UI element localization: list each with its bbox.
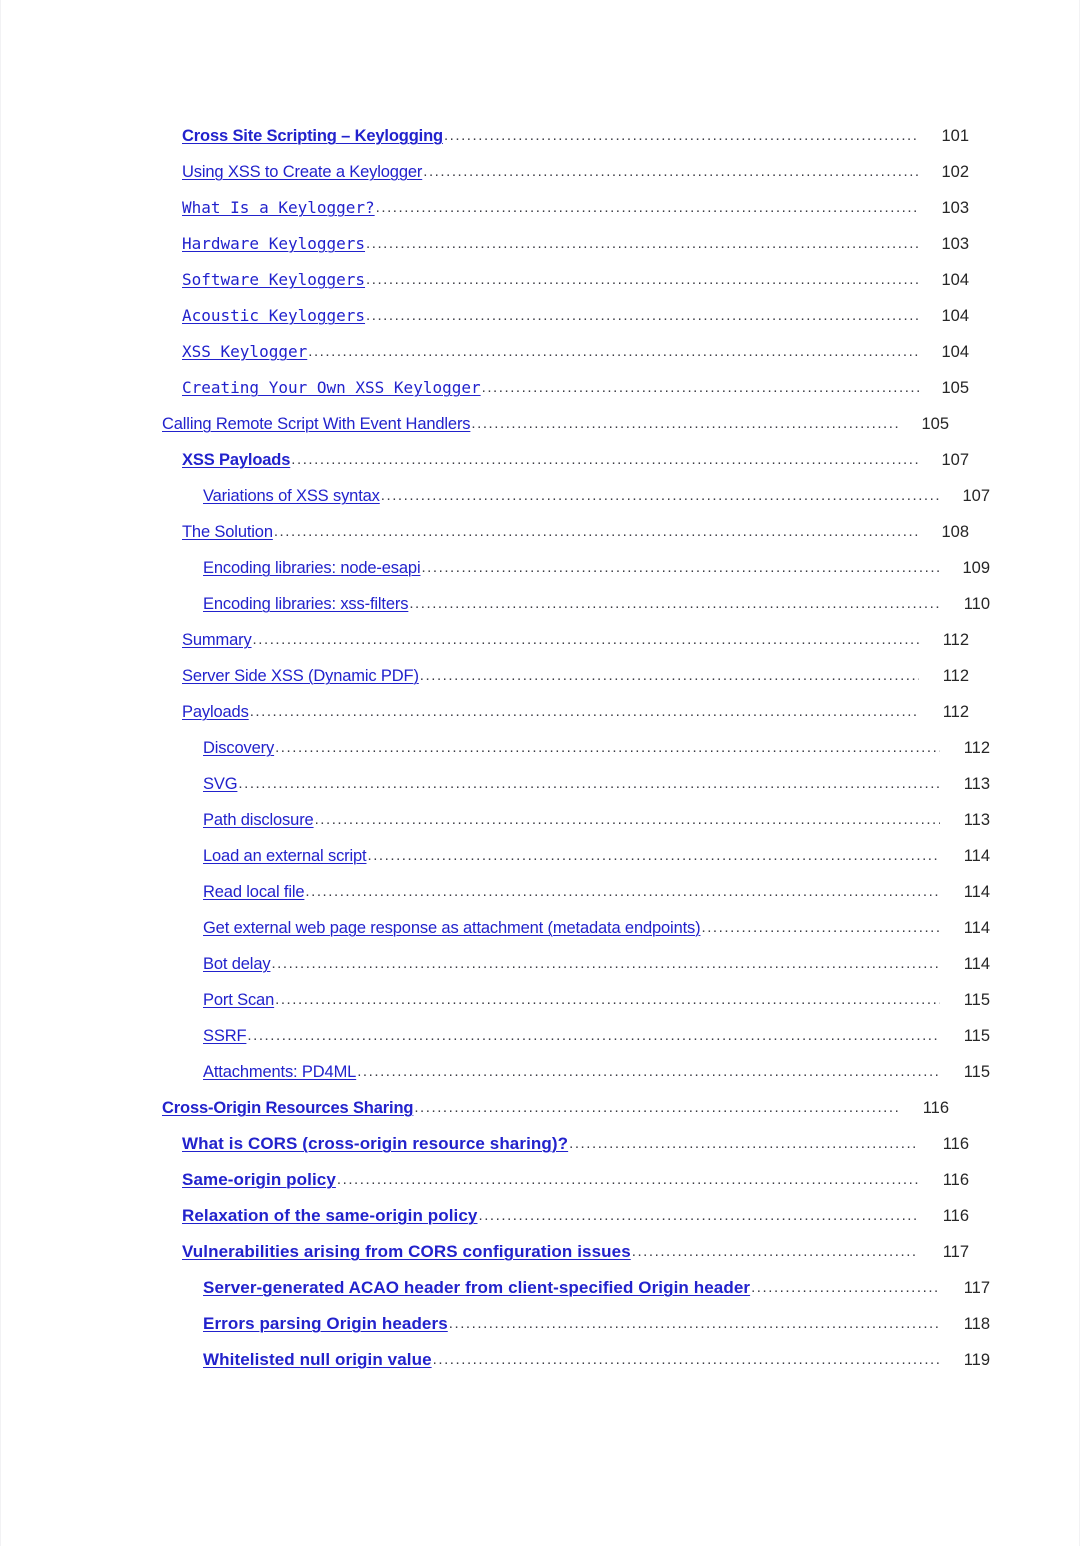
toc-entry-title[interactable]: SVG — [203, 775, 238, 793]
toc-entry[interactable] — [162, 982, 990, 1018]
toc-entry-page-number: 103 — [941, 199, 969, 217]
toc-entry-page-number: 117 — [963, 1279, 990, 1297]
toc-entry-page-number: 102 — [941, 163, 969, 181]
toc-entry-page-number: 113 — [963, 811, 990, 829]
toc-entry-page-number: 117 — [942, 1243, 969, 1261]
toc-entry-page-number: 108 — [941, 523, 969, 541]
toc-entry-page-number: 115 — [963, 1027, 990, 1045]
toc-entry-page-number: 115 — [963, 1063, 990, 1081]
toc-entry-title[interactable]: Encoding libraries: node-esapi — [203, 559, 421, 577]
toc-entry[interactable] — [162, 694, 969, 730]
toc-entry[interactable] — [162, 190, 969, 226]
toc-entry-title[interactable]: What is CORS (cross-origin resource sharing)? — [182, 1134, 569, 1153]
toc-entry[interactable] — [162, 226, 969, 262]
toc-entry-title[interactable]: Load an external script — [203, 847, 367, 865]
toc-entry[interactable] — [162, 1162, 969, 1198]
toc-leader-dots — [271, 946, 940, 982]
toc-leader-dots — [471, 406, 899, 442]
toc-leader-dots — [315, 802, 940, 838]
toc-entry-title[interactable]: What Is a Keylogger? — [182, 198, 375, 217]
toc-entry-title[interactable]: Port Scan — [203, 991, 275, 1009]
toc-entry[interactable] — [162, 658, 969, 694]
toc-entry-title[interactable]: XSS Keylogger — [182, 342, 308, 361]
toc-leader-dots — [337, 1162, 919, 1198]
toc-entry-page-number: 116 — [942, 1207, 969, 1225]
toc-entry[interactable] — [162, 550, 990, 586]
toc-entry[interactable] — [162, 838, 990, 874]
toc-leader-dots — [247, 1018, 940, 1054]
toc-entry-page-number: 114 — [963, 883, 990, 901]
toc-entry[interactable] — [162, 1198, 969, 1234]
toc-leader-dots — [376, 190, 919, 226]
toc-entry[interactable] — [162, 874, 990, 910]
toc-entry-title[interactable]: Cross Site Scripting – Keylogging — [182, 127, 443, 145]
toc-entry[interactable] — [162, 802, 990, 838]
toc-leader-dots — [409, 586, 940, 622]
toc-entry-page-number: 104 — [941, 343, 969, 361]
toc-leader-dots — [366, 262, 919, 298]
toc-entry-title[interactable]: Path disclosure — [203, 811, 314, 829]
toc-leader-dots — [482, 370, 919, 406]
toc-entry-title[interactable]: Vulnerabilities arising from CORS configuration issues — [182, 1242, 631, 1261]
toc-leader-dots — [701, 910, 940, 946]
toc-entry-title[interactable]: Creating Your Own XSS Keylogger — [182, 378, 481, 397]
toc-entry[interactable] — [162, 514, 969, 550]
toc-entry-title[interactable]: Server-generated ACAO header from client-specified Origin header — [203, 1278, 751, 1297]
toc-entry-title[interactable]: Using XSS to Create a Keylogger — [182, 163, 423, 181]
toc-entry-page-number: 112 — [942, 703, 969, 721]
toc-entry-title[interactable]: Hardware Keyloggers — [182, 234, 366, 253]
toc-entry-page-number: 101 — [941, 127, 969, 145]
toc-entry-title[interactable]: Variations of XSS syntax — [203, 487, 380, 505]
toc-entry[interactable] — [162, 1270, 990, 1306]
toc-entry-title[interactable]: Cross-Origin Resources Sharing — [162, 1099, 414, 1117]
toc-leader-dots — [449, 1306, 940, 1342]
toc-leader-dots — [274, 514, 919, 550]
toc-entry-title[interactable]: Bot delay — [203, 955, 271, 973]
toc-leader-dots — [366, 226, 919, 262]
toc-entry[interactable] — [162, 406, 949, 442]
toc-leader-dots — [444, 118, 919, 154]
toc-leader-dots — [250, 694, 919, 730]
toc-leader-dots — [291, 442, 919, 478]
toc-entry[interactable] — [162, 334, 969, 370]
toc-entry-title[interactable]: Encoding libraries: xss-filters — [203, 595, 409, 613]
toc-entry-page-number: 109 — [962, 559, 990, 577]
toc-entry[interactable] — [162, 1126, 969, 1162]
toc-entry-page-number: 115 — [963, 991, 990, 1009]
toc-entry-title[interactable]: Summary — [182, 631, 252, 649]
toc-leader-dots — [479, 1198, 920, 1234]
toc-entry-page-number: 105 — [941, 379, 969, 397]
toc-entry[interactable] — [162, 586, 990, 622]
toc-entry[interactable] — [162, 1306, 990, 1342]
toc-entry-title[interactable]: Errors parsing Origin headers — [203, 1314, 448, 1333]
toc-entry-title[interactable]: Relaxation of the same-origin policy — [182, 1206, 478, 1225]
toc-entry[interactable] — [162, 946, 990, 982]
toc-entry-title[interactable]: The Solution — [182, 523, 273, 541]
toc-entry[interactable] — [162, 1342, 990, 1378]
toc-entry[interactable] — [162, 766, 990, 802]
toc-leader-dots — [423, 154, 919, 190]
toc-entry-page-number: 113 — [963, 775, 990, 793]
toc-leader-dots — [253, 622, 919, 658]
toc-entry-title[interactable]: Software Keyloggers — [182, 270, 366, 289]
toc-entry-page-number: 107 — [941, 451, 969, 469]
toc-entry-page-number: 112 — [942, 667, 969, 685]
toc-entry-title[interactable]: Payloads — [182, 703, 249, 721]
toc-entry-page-number: 114 — [963, 955, 990, 973]
toc-entry[interactable] — [162, 1054, 990, 1090]
toc-entry-title[interactable]: Same-origin policy — [182, 1170, 336, 1189]
toc-entry[interactable] — [162, 442, 969, 478]
toc-leader-dots — [433, 1342, 940, 1378]
toc-entry-title[interactable]: Read local file — [203, 883, 305, 901]
toc-leader-dots — [305, 874, 940, 910]
toc-leader-dots — [381, 478, 940, 514]
toc-entry[interactable] — [162, 370, 969, 406]
toc-leader-dots — [367, 838, 940, 874]
toc-entry[interactable] — [162, 622, 969, 658]
toc-entry[interactable] — [162, 1234, 969, 1270]
toc-leader-dots — [569, 1126, 919, 1162]
toc-leader-dots — [632, 1234, 919, 1270]
toc-entry-page-number: 103 — [941, 235, 969, 253]
toc-entry-page-number: 105 — [921, 415, 949, 433]
toc-leader-dots — [420, 658, 919, 694]
toc-entry-page-number: 116 — [942, 1171, 969, 1189]
toc-entry-page-number: 110 — [963, 595, 990, 613]
toc-entry-page-number: 116 — [922, 1099, 949, 1117]
toc-entry[interactable] — [162, 730, 990, 766]
toc-entry-title[interactable]: Get external web page response as attachment (metadata endpoints) — [203, 919, 701, 937]
toc-entry[interactable] — [162, 298, 969, 334]
toc-entry-title[interactable]: Acoustic Keyloggers — [182, 306, 366, 325]
toc-leader-dots — [308, 334, 919, 370]
toc-entry-page-number: 114 — [963, 919, 990, 937]
toc-leader-dots — [366, 298, 919, 334]
toc-leader-dots — [421, 550, 940, 586]
toc-entry[interactable] — [162, 1018, 990, 1054]
toc-leader-dots — [357, 1054, 940, 1090]
toc-entry-page-number: 116 — [942, 1135, 969, 1153]
toc-entry[interactable] — [162, 910, 990, 946]
toc-entry-title[interactable]: Discovery — [203, 739, 275, 757]
toc-entry[interactable] — [162, 118, 969, 154]
toc-leader-dots — [414, 1090, 899, 1126]
toc-entry-title[interactable]: Calling Remote Script With Event Handlers — [162, 415, 471, 433]
toc-entry-title[interactable]: XSS Payloads — [182, 451, 291, 469]
toc-entry[interactable] — [162, 478, 990, 514]
toc-entry-title[interactable]: SSRF — [203, 1027, 247, 1045]
toc-leader-dots — [751, 1270, 940, 1306]
toc-entry[interactable] — [162, 1090, 949, 1126]
table-of-contents — [162, 118, 990, 1378]
toc-entry-page-number: 107 — [962, 487, 990, 505]
toc-entry-page-number: 114 — [963, 847, 990, 865]
toc-entry-page-number: 119 — [963, 1351, 990, 1369]
toc-entry-page-number: 112 — [942, 631, 969, 649]
toc-leader-dots — [275, 982, 940, 1018]
toc-entry-page-number: 104 — [941, 307, 969, 325]
toc-entry-title[interactable]: Attachments: PD4ML — [203, 1063, 357, 1081]
toc-entry-page-number: 104 — [941, 271, 969, 289]
toc-entry-page-number: 118 — [963, 1315, 990, 1333]
toc-entry-page-number: 112 — [963, 739, 990, 757]
toc-leader-dots — [275, 730, 940, 766]
page-bottom-margin — [1, 0, 1079, 40]
toc-entry-title[interactable]: Server Side XSS (Dynamic PDF) — [182, 667, 419, 685]
toc-entry[interactable] — [162, 154, 969, 190]
toc-leader-dots — [238, 766, 940, 802]
toc-entry-title[interactable]: Whitelisted null origin value — [203, 1350, 432, 1369]
toc-entry[interactable] — [162, 262, 969, 298]
